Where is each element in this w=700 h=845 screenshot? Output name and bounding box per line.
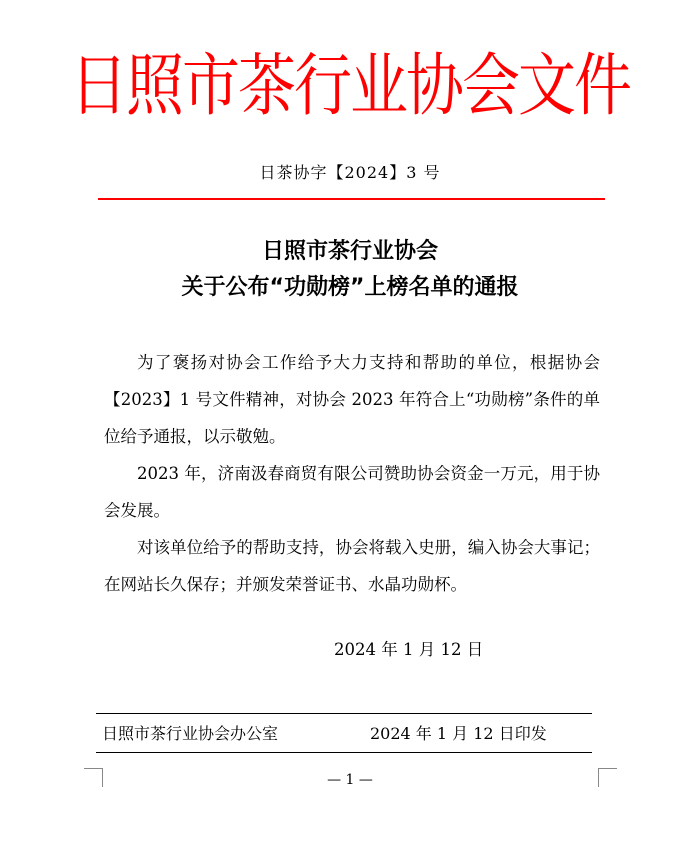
paragraph: 2023 年，济南汲春商贸有限公司赞助协会资金一万元，用于协会发展。	[104, 464, 600, 520]
document-number: 日茶协字【2024】3 号	[259, 163, 441, 182]
title-line-1: 日照市茶行业协会	[261, 239, 438, 264]
red-divider	[98, 198, 605, 200]
letterhead: 日照市茶行业协会文件	[69, 45, 630, 126]
title-line-2: 关于公布“功勋榜”上榜名单的通报	[181, 275, 519, 300]
document-title	[0, 234, 700, 306]
paragraph: 对该单位给予的帮助支持，协会将载入史册，编入协会大事记；在网站长久保存；并颁发荣誉证书、水晶功勋杯。	[104, 538, 600, 594]
issue-date: 2024 年 1 月 12 日	[334, 640, 484, 659]
footer-issued-date: 2024 年 1 月 12 日印发	[370, 724, 547, 743]
page-number: — 1 —	[327, 772, 373, 788]
footer-box	[96, 713, 592, 753]
paragraph: 为了褒扬对协会工作给予大力支持和帮助的单位，根据协会【2023】1 号文件精神，对协会 2023 年符合上“功勋榜”条件的单位给予通报，以示敬勉。	[104, 353, 600, 446]
document-body	[104, 344, 600, 603]
footer-org: 日照市茶行业协会办公室	[102, 724, 279, 743]
